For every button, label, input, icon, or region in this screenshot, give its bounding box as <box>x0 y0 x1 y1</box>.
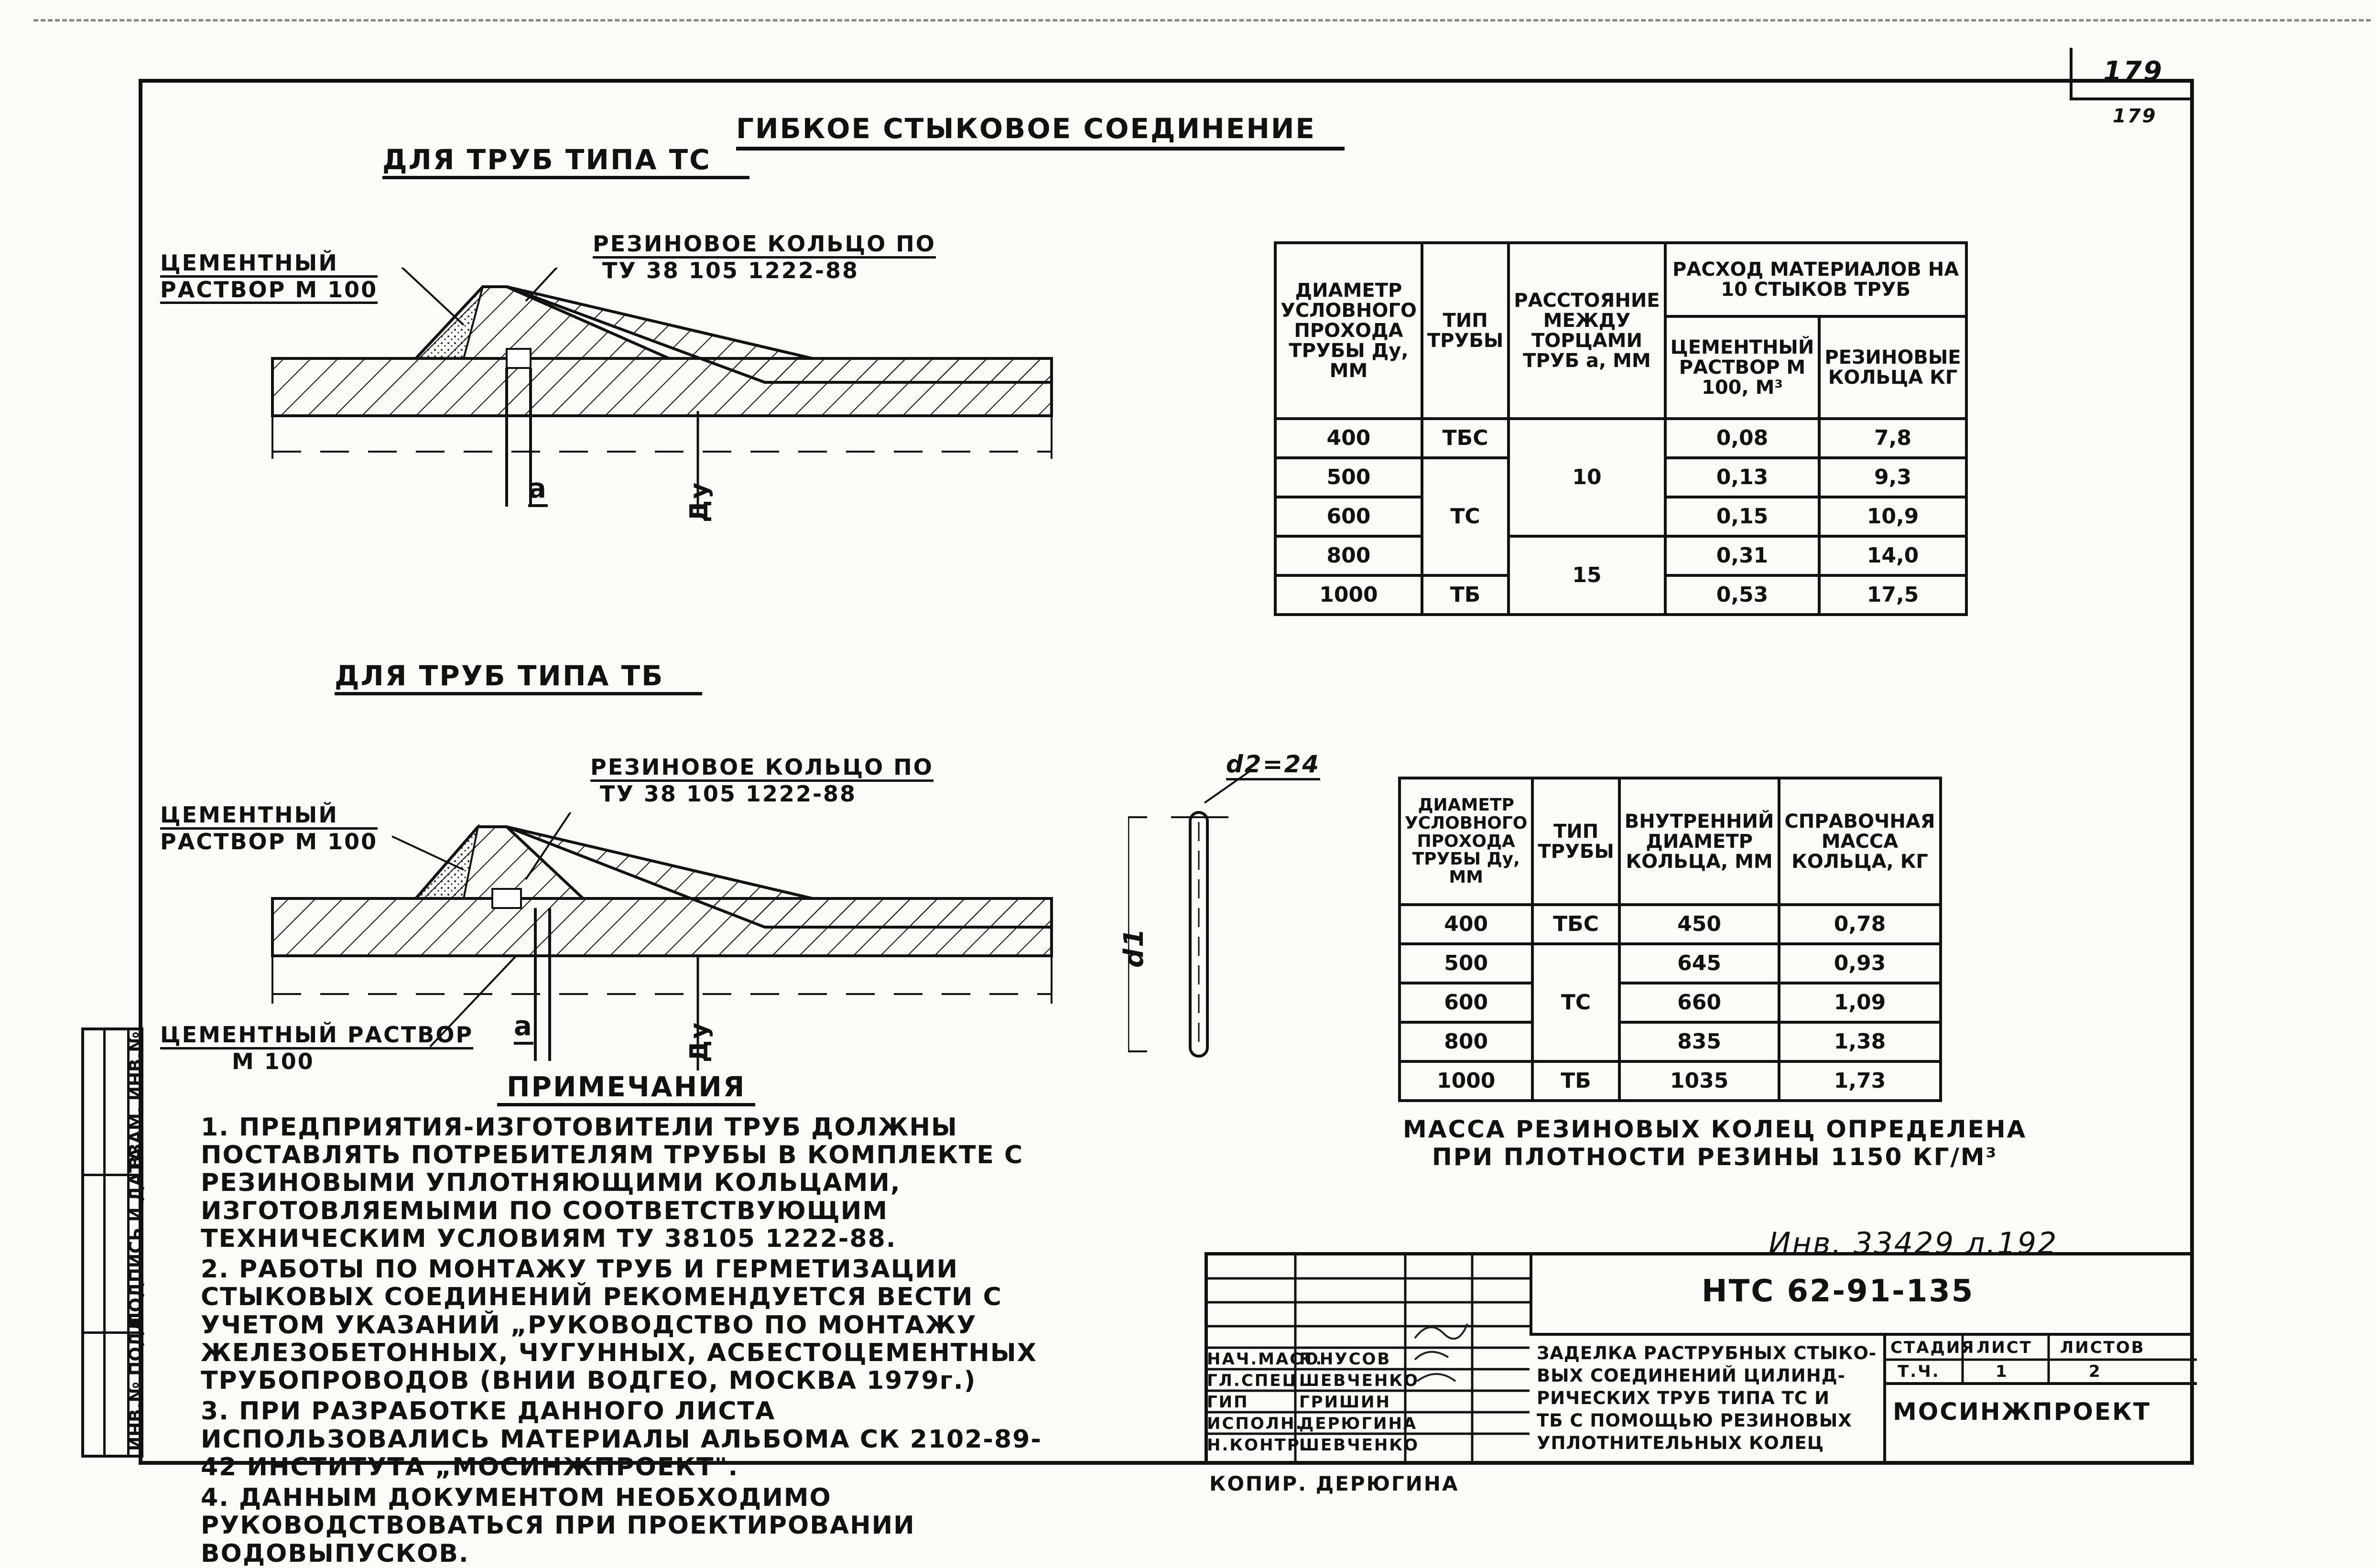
t1-cell-d: 500 <box>1275 458 1422 497</box>
section-title-tc: ДЛЯ ТРУБ ТИПА ТС <box>382 143 749 179</box>
side-stamp-inventory: ИНВ.№ ПОДЛ. <box>126 1310 146 1451</box>
sheets-value: 2 <box>2089 1362 2102 1381</box>
table-row <box>1275 419 1966 458</box>
t1-cell-cement: 0,13 <box>1665 458 1820 497</box>
table-row <box>1400 944 1941 983</box>
page-title: ГИБКОЕ СТЫКОВОЕ СОЕДИНЕНИЕ <box>736 112 1345 151</box>
ring-table <box>1398 777 1942 1102</box>
t2-cell-d: 1000 <box>1400 1061 1532 1101</box>
stage-label: СТАДИЯ <box>1890 1338 1975 1357</box>
tc-cement-label-line2: РАСТВОР М 100 <box>160 278 378 304</box>
tc-dim-a: a <box>528 473 548 507</box>
t2-cell-mass: 0,93 <box>1779 944 1940 983</box>
ring-mass-caption-line1: МАССА РЕЗИНОВЫХ КОЛЕЦ ОПРЕДЕЛЕНА <box>1403 1115 2027 1143</box>
t2-cell-type: ТБ <box>1532 1061 1619 1101</box>
t1-cell-rubber: 14,0 <box>1819 536 1966 575</box>
note-item: 2. РАБОТЫ ПО МОНТАЖУ ТРУБ И ГЕРМЕТИЗАЦИИ СТЫКОВЫХ СОЕДИНЕНИЙ РЕКОМЕНДУЕТСЯ ВЕСТИ С УЧЕТОМ УКАЗАНИЙ „РУКОВОДСТВО ПО МОНТАЖУ ЖЕЛЕЗОБЕТОННЫХ, ЧУГУННЫХ, АСБЕСТОЦЕМЕНТНЫХ ТРУБОПРОВОДОВ (ВНИИ ВОДГЕО, МОСКВА 1979г.) <box>201 1255 1037 1395</box>
note-item: 4. ДАННЫМ ДОКУМЕНТОМ НЕОБХОДИМО РУКОВОДСТВОВАТЬСЯ ПРИ ПРОЕКТИРОВАНИИ ВОДОВЫПУСКОВ. <box>201 1483 915 1568</box>
t2-header-inner: ВНУТРЕННИЙ ДИАМЕТР КОЛЬЦА, ММ <box>1619 778 1780 905</box>
t1-cell-d: 600 <box>1275 497 1422 536</box>
sheets-label: ЛИСТОВ <box>2060 1338 2145 1357</box>
t1-cell-d: 800 <box>1275 536 1422 575</box>
tc-joint-drawing <box>239 268 1099 535</box>
t1-cell-rubber: 9,3 <box>1819 458 1966 497</box>
tb-ring-label <box>590 755 933 806</box>
note-item: 3. ПРИ РАЗРАБОТКЕ ДАННОГО ЛИСТА ИСПОЛЬЗОВАЛИСЬ МАТЕРИАЛЫ АЛЬБОМА СК 2102-89-42 ИНСТИТУТА „МОСИНЖПРОЕКТ". <box>201 1397 1042 1481</box>
description-line: УПЛОТНИТЕЛЬНЫХ КОЛЕЦ <box>1537 1433 1824 1453</box>
name-chief: ШЕВЧЕНКО <box>1299 1371 1419 1390</box>
sheet-value: 1 <box>1996 1362 2008 1381</box>
t2-cell-inner: 1035 <box>1619 1061 1780 1101</box>
role-control: Н.КОНТР. <box>1207 1436 1308 1455</box>
name-head: ЮНУСОВ <box>1299 1350 1391 1369</box>
t2-cell-mass: 1,73 <box>1779 1061 1940 1101</box>
ring-d1-label: d1 <box>1118 927 1150 968</box>
tc-dim-dy: Ду <box>685 481 714 523</box>
tb-cement-label-line2: РАСТВОР М 100 <box>160 828 378 854</box>
t2-cell-inner: 835 <box>1619 1022 1780 1061</box>
t2-cell-mass: 1,38 <box>1779 1022 1940 1061</box>
organization-name: МОСИНЖПРОЕКТ <box>1893 1398 2151 1426</box>
ring-mass-caption-line2: ПРИ ПЛОТНОСТИ РЕЗИНЫ 1150 КГ/М³ <box>1432 1143 1998 1171</box>
role-gip: ГИП <box>1207 1393 1249 1412</box>
t1-header-consumption: РАСХОД МАТЕРИАЛОВ НА 10 СТЫКОВ ТРУБ <box>1665 243 1966 316</box>
t2-cell-mass: 1,09 <box>1779 983 1940 1022</box>
t1-header-type: ТИП ТРУБЫ <box>1422 243 1509 419</box>
tc-ring-label-line1: РЕЗИНОВОЕ КОЛЬЦО ПО <box>593 232 936 259</box>
notes-list <box>201 1114 1071 1568</box>
note-item: 1. ПРЕДПРИЯТИЯ-ИЗГОТОВИТЕЛИ ТРУБ ДОЛЖНЫ ПОСТАВЛЯТЬ ПОТРЕБИТЕЛЯМ ТРУБЫ В КОМПЛЕКТЕ С РЕЗИНОВЫМИ УПЛОТНЯЮЩИМИ КОЛЬЦАМИ, ИЗГОТОВЛЯЕМЫМИ ПО СООТВЕТСТВУЮЩИМ ТЕХНИЧЕСКИМ УСЛОВИЯМ ТУ 38105 1222-88. <box>201 1113 1024 1253</box>
ring-d2-label: d2=24 <box>1226 750 1320 780</box>
tb-ring-label-line1: РЕЗИНОВОЕ КОЛЬЦО ПО <box>590 755 933 782</box>
t1-header-diameter: ДИАМЕТР УСЛОВНОГО ПРОХОДА ТРУБЫ Ду, ММ <box>1275 243 1422 419</box>
description-line: ЗАДЕЛКА РАСТРУБНЫХ СТЫКО- <box>1537 1343 1877 1363</box>
t2-header-type: ТИП ТРУБЫ <box>1532 778 1619 905</box>
description-line: ТБ С ПОМОЩЬЮ РЕЗИНОВЫХ <box>1537 1410 1852 1431</box>
inventory-number: Инв. 33429 л.192 <box>1769 1226 2058 1261</box>
tb-cement-bottom-line1: ЦЕМЕНТНЫЙ РАСТВОР <box>160 1023 473 1049</box>
page-number-small: 179 <box>2113 105 2157 127</box>
t1-cell-rubber: 17,5 <box>1819 575 1966 615</box>
role-executor: ИСПОЛН. <box>1207 1414 1303 1433</box>
table-row <box>1400 983 1941 1022</box>
side-stamp-signature: ПОДПИСЬ И ДАТА <box>126 1147 146 1327</box>
t1-cell-cement: 0,53 <box>1665 575 1820 615</box>
t1-header-distance: РАССТОЯНИЕ МЕЖДУ ТОРЦАМИ ТРУБ а, ММ <box>1509 243 1665 419</box>
t2-cell-d: 800 <box>1400 1022 1532 1061</box>
t1-cell-dist-15: 15 <box>1509 536 1665 615</box>
t1-cell-cement: 0,15 <box>1665 497 1820 536</box>
role-head: НАЧ.МАСТ. <box>1207 1350 1324 1369</box>
name-control: ШЕВЧЕНКО <box>1299 1436 1419 1455</box>
table-row <box>1400 905 1941 944</box>
tb-dim-dy: Ду <box>685 1021 714 1063</box>
notes-title: ПРИМЕЧАНИЯ <box>497 1071 755 1106</box>
t1-cell-rubber: 7,8 <box>1819 419 1966 458</box>
t2-cell-inner: 660 <box>1619 983 1780 1022</box>
t1-cell-rubber: 10,9 <box>1819 497 1966 536</box>
t2-cell-d: 500 <box>1400 944 1532 983</box>
doc-code: НТС 62-91-135 <box>1702 1274 1975 1309</box>
tb-dim-a: a <box>514 1011 533 1045</box>
ring-drawing <box>1128 765 1329 1071</box>
description-line: РИЧЕСКИХ ТРУБ ТИПА ТС И <box>1537 1388 1830 1408</box>
t2-cell-d: 400 <box>1400 905 1532 944</box>
section-title-tb: ДЛЯ ТРУБ ТИПА ТБ <box>335 660 702 695</box>
t2-cell-d: 600 <box>1400 983 1532 1022</box>
tb-cement-bottom-line2: М 100 <box>232 1048 315 1074</box>
sheet-label: ЛИСТ <box>1976 1338 2032 1357</box>
copied-by: КОПИР. ДЕРЮГИНА <box>1209 1472 1459 1495</box>
title-block-description <box>1537 1342 1877 1454</box>
table-row <box>1400 1061 1941 1101</box>
page-number: 179 <box>2103 56 2163 87</box>
t1-header-rubber: РЕЗИНОВЫЕ КОЛЬЦА КГ <box>1819 316 1966 419</box>
name-executor: ДЕРЮГИНА <box>1299 1414 1418 1433</box>
t1-cell-dist-10: 10 <box>1509 419 1665 536</box>
role-chief: ГЛ.СПЕЦ. <box>1207 1371 1306 1390</box>
t2-cell-mass: 0,78 <box>1779 905 1940 944</box>
t2-cell-inner: 450 <box>1619 905 1780 944</box>
title-block-names <box>1299 1349 1419 1456</box>
t1-header-cement: ЦЕМЕНТНЫЙ РАСТВОР М 100, М³ <box>1665 316 1820 419</box>
stage-value: Т.Ч. <box>1898 1362 1940 1381</box>
tb-cement-label-line1: ЦЕМЕНТНЫЙ <box>160 803 378 830</box>
table-row <box>1275 536 1966 575</box>
t1-cell-cement: 0,31 <box>1665 536 1820 575</box>
t1-cell-type: ТБС <box>1422 419 1509 458</box>
ring-mass-caption <box>1403 1116 2027 1171</box>
side-stamp-replaced: ВЗАМ. ИНВ.№ <box>126 1031 146 1169</box>
side-stamp <box>81 1027 146 1458</box>
t2-header-mass: СПРАВОЧНАЯ МАССА КОЛЬЦА, КГ <box>1779 778 1940 905</box>
t2-header-diameter: ДИАМЕТР УСЛОВНОГО ПРОХОДА ТРУБЫ Ду, ММ <box>1400 778 1532 905</box>
tb-cement-bottom-label <box>160 1023 473 1073</box>
tb-ring-label-line2: ТУ 38 105 1222-88 <box>600 780 857 807</box>
table-row <box>1400 1022 1941 1061</box>
t1-cell-d: 400 <box>1275 419 1422 458</box>
t2-cell-type: ТБС <box>1532 905 1619 944</box>
description-line: ВЫХ СОЕДИНЕНИЙ ЦИЛИНД- <box>1537 1365 1846 1386</box>
t1-cell-type-tc: ТС <box>1422 458 1509 575</box>
page-number-box <box>2070 48 2194 100</box>
t2-cell-type-tc: ТС <box>1532 944 1619 1061</box>
name-gip: ГРИШИН <box>1299 1393 1391 1412</box>
t1-cell-type: ТБ <box>1422 575 1509 615</box>
outer-dashed-border <box>33 19 2371 23</box>
t1-cell-d: 1000 <box>1275 575 1422 615</box>
tc-ring-label-line2: ТУ 38 105 1222-88 <box>602 257 859 283</box>
materials-table <box>1274 241 1968 616</box>
tc-cement-label-line1: ЦЕМЕНТНЫЙ <box>160 251 378 278</box>
t2-cell-inner: 645 <box>1619 944 1780 983</box>
t1-cell-cement: 0,08 <box>1665 419 1820 458</box>
